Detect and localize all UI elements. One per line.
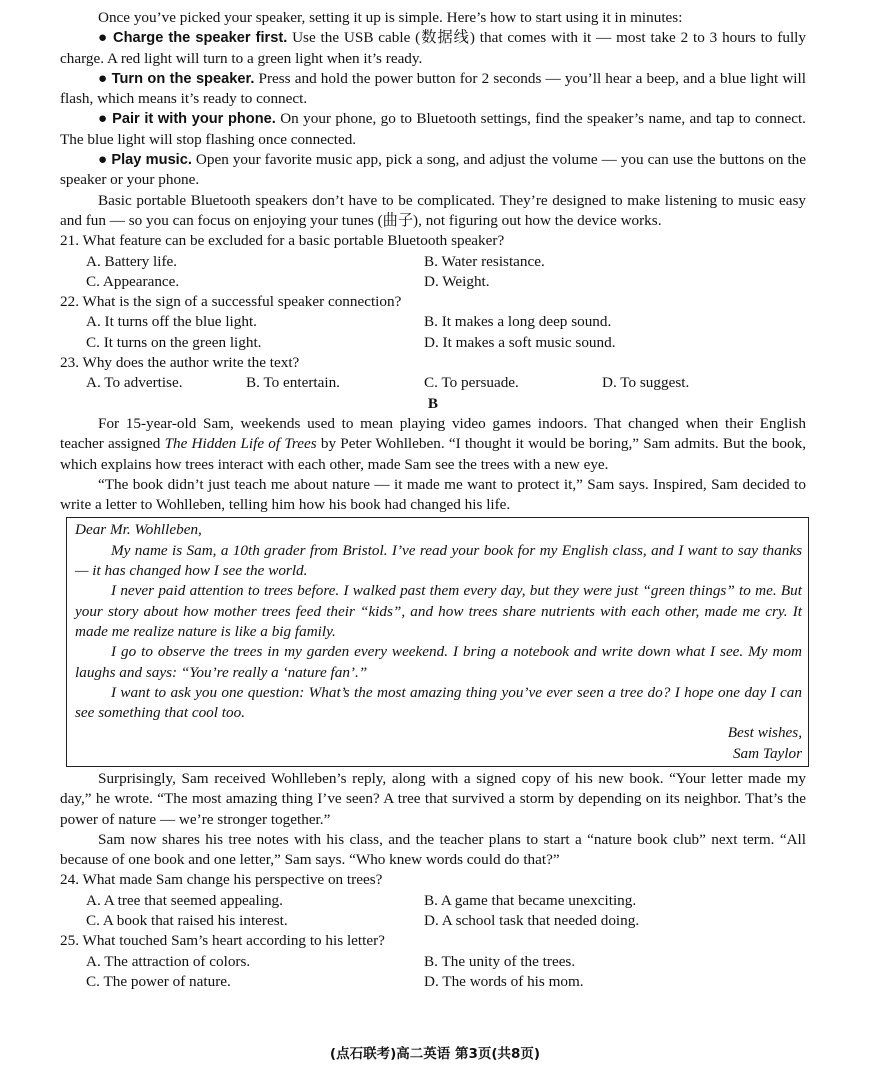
option-d: D. The words of his mom. [424,972,584,990]
step-title: Play music. [111,152,192,169]
option-c: C. A book that raised his interest. [86,912,288,930]
letter-box [66,517,809,767]
passage-b-paragraph-1: For 15-year-old Sam, weekends used to mean playing video games indoors. That changed when their English teacher assigned The Hidden Life of Trees by Peter Wohlleben. “I thought it would be boring,” Sam admits. But the book, which explains how trees interact with each other, made Sam see the trees with a new eye. [60,414,807,473]
letter-signoff: Best wishes, [727,724,802,742]
option-a: A. The attraction of colors. [86,952,251,970]
book-title: The Hidden Life of Trees [164,435,317,453]
passage-b-paragraph-3: Surprisingly, Sam received Wohlleben’s reply, along with a signed copy of his new book. “Your letter made my day,” he wrote. “The most amazing thing I’ve seen? A tree that survived a storm by depending on its neighbor. That’s the power of nature — we’re stronger together.” [60,769,806,828]
letter-paragraph: I want to ask you one question: What’s the most amazing thing you’ve ever seen a tree do? I hope one day I can see something that cool too. [75,683,802,722]
option-a: A. It turns off the blue light. [86,313,257,331]
step-title: Pair it with your phone. [112,111,276,128]
options-21 [60,252,806,293]
option-b: B. Water resistance. [424,252,545,270]
option-b: B. It makes a long deep sound. [424,313,612,331]
letter-paragraph: I go to observe the trees in my garden every weekend. I bring a notebook and write down what I see. My mom laughs and says: “You’re really a ‘nature fan’.” [75,643,802,681]
option-a: A. To advertise. [86,374,183,392]
options-23 [60,373,806,393]
passage-b-paragraph-4: Sam now shares his tree notes with his class, and the teacher plans to start a “nature book club” next term. “All because of one book and one letter,” Sam says. “Who knew words could do that?” [60,830,806,869]
step-title: Charge the speaker first. [113,30,288,47]
step-play: ● Play music. Open your favorite music app, pick a song, and adjust the volume — you can use the buttons on the speaker or your phone. [60,151,806,189]
letter-greeting: Dear Mr. Wohlleben, [75,521,202,539]
option-d: D. It makes a soft music sound. [424,333,616,351]
letter-paragraph: My name is Sam, a 10th grader from Bristol. I’ve read your book for my English class, and I want to say thanks — it has changed how I see the world. [75,541,802,580]
step-pair: ● Pair it with your phone. On your phone, go to Bluetooth settings, find the speaker’s name, and tap to connect. The blue light will stop flashing once connected. [60,110,806,148]
option-c: C. To persuade. [424,374,519,392]
letter-signature: Sam Taylor [732,744,802,762]
option-c: C. It turns on the green light. [86,333,262,351]
question-24: 24. What made Sam change his perspective on trees? [60,871,383,889]
option-d: D. A school task that needed doing. [424,912,640,930]
options-25 [60,952,806,993]
option-b: B. To entertain. [246,374,340,392]
question-23: 23. Why does the author write the text? [60,354,300,372]
option-a: A. Battery life. [86,252,178,270]
section-heading-b: B [427,394,439,412]
question-25: 25. What touched Sam’s heart according to his letter? [60,932,385,950]
letter-paragraph: I never paid attention to trees before. I walked past them every day, but they were just “green things” to me. But your story about how mother trees feed their “kids”, and how trees share nutrients with each other, made me cry. It made me realize nature is like a big family. [75,582,802,640]
option-b: B. A game that became unexciting. [424,891,637,909]
step-turn-on: ● Turn on the speaker. Press and hold the power button for 2 seconds — you’ll hear a beep, and a blue light will flash, which means it’s ready to connect. [60,69,806,108]
closing-paragraph: Basic portable Bluetooth speakers don’t have to be complicated. They’re designed to make listening to music easy and fun — so you can focus on enjoying your tunes (曲子), not figuring out how the device works. [60,191,806,229]
step-title: Turn on the speaker. [111,70,255,87]
intro-paragraph: Once you’ve picked your speaker, setting it up is simple. Here’s how to start using it in minutes: [98,9,683,26]
option-d: D. To suggest. [602,374,690,392]
options-24 [60,891,806,932]
passage-b-paragraph-2: “The book didn’t just teach me about nature — it made me want to protect it,” Sam says. Inspired, Sam decided to write a letter to Wohlleben, telling him how his book had changed his life. [60,475,806,514]
step-charge: ● Charge the speaker first. Use the USB cable (数据线) that comes with it — most take 2 to 3 hours to fully charge. A red light will turn to a green light when it’s ready. [60,29,806,67]
question-21: 21. What feature can be excluded for a basic portable Bluetooth speaker? [60,232,505,250]
question-22: 22. What is the sign of a successful speaker connection? [60,293,402,311]
option-c: C. The power of nature. [86,972,231,990]
options-22 [60,312,806,353]
option-c: C. Appearance. [86,272,180,290]
option-b: B. The unity of the trees. [424,952,576,970]
option-d: D. Weight. [424,272,490,290]
option-a: A. A tree that seemed appealing. [86,891,283,909]
page-footer: (点石联考)高二英语 第3页(共8页) [329,1046,541,1062]
